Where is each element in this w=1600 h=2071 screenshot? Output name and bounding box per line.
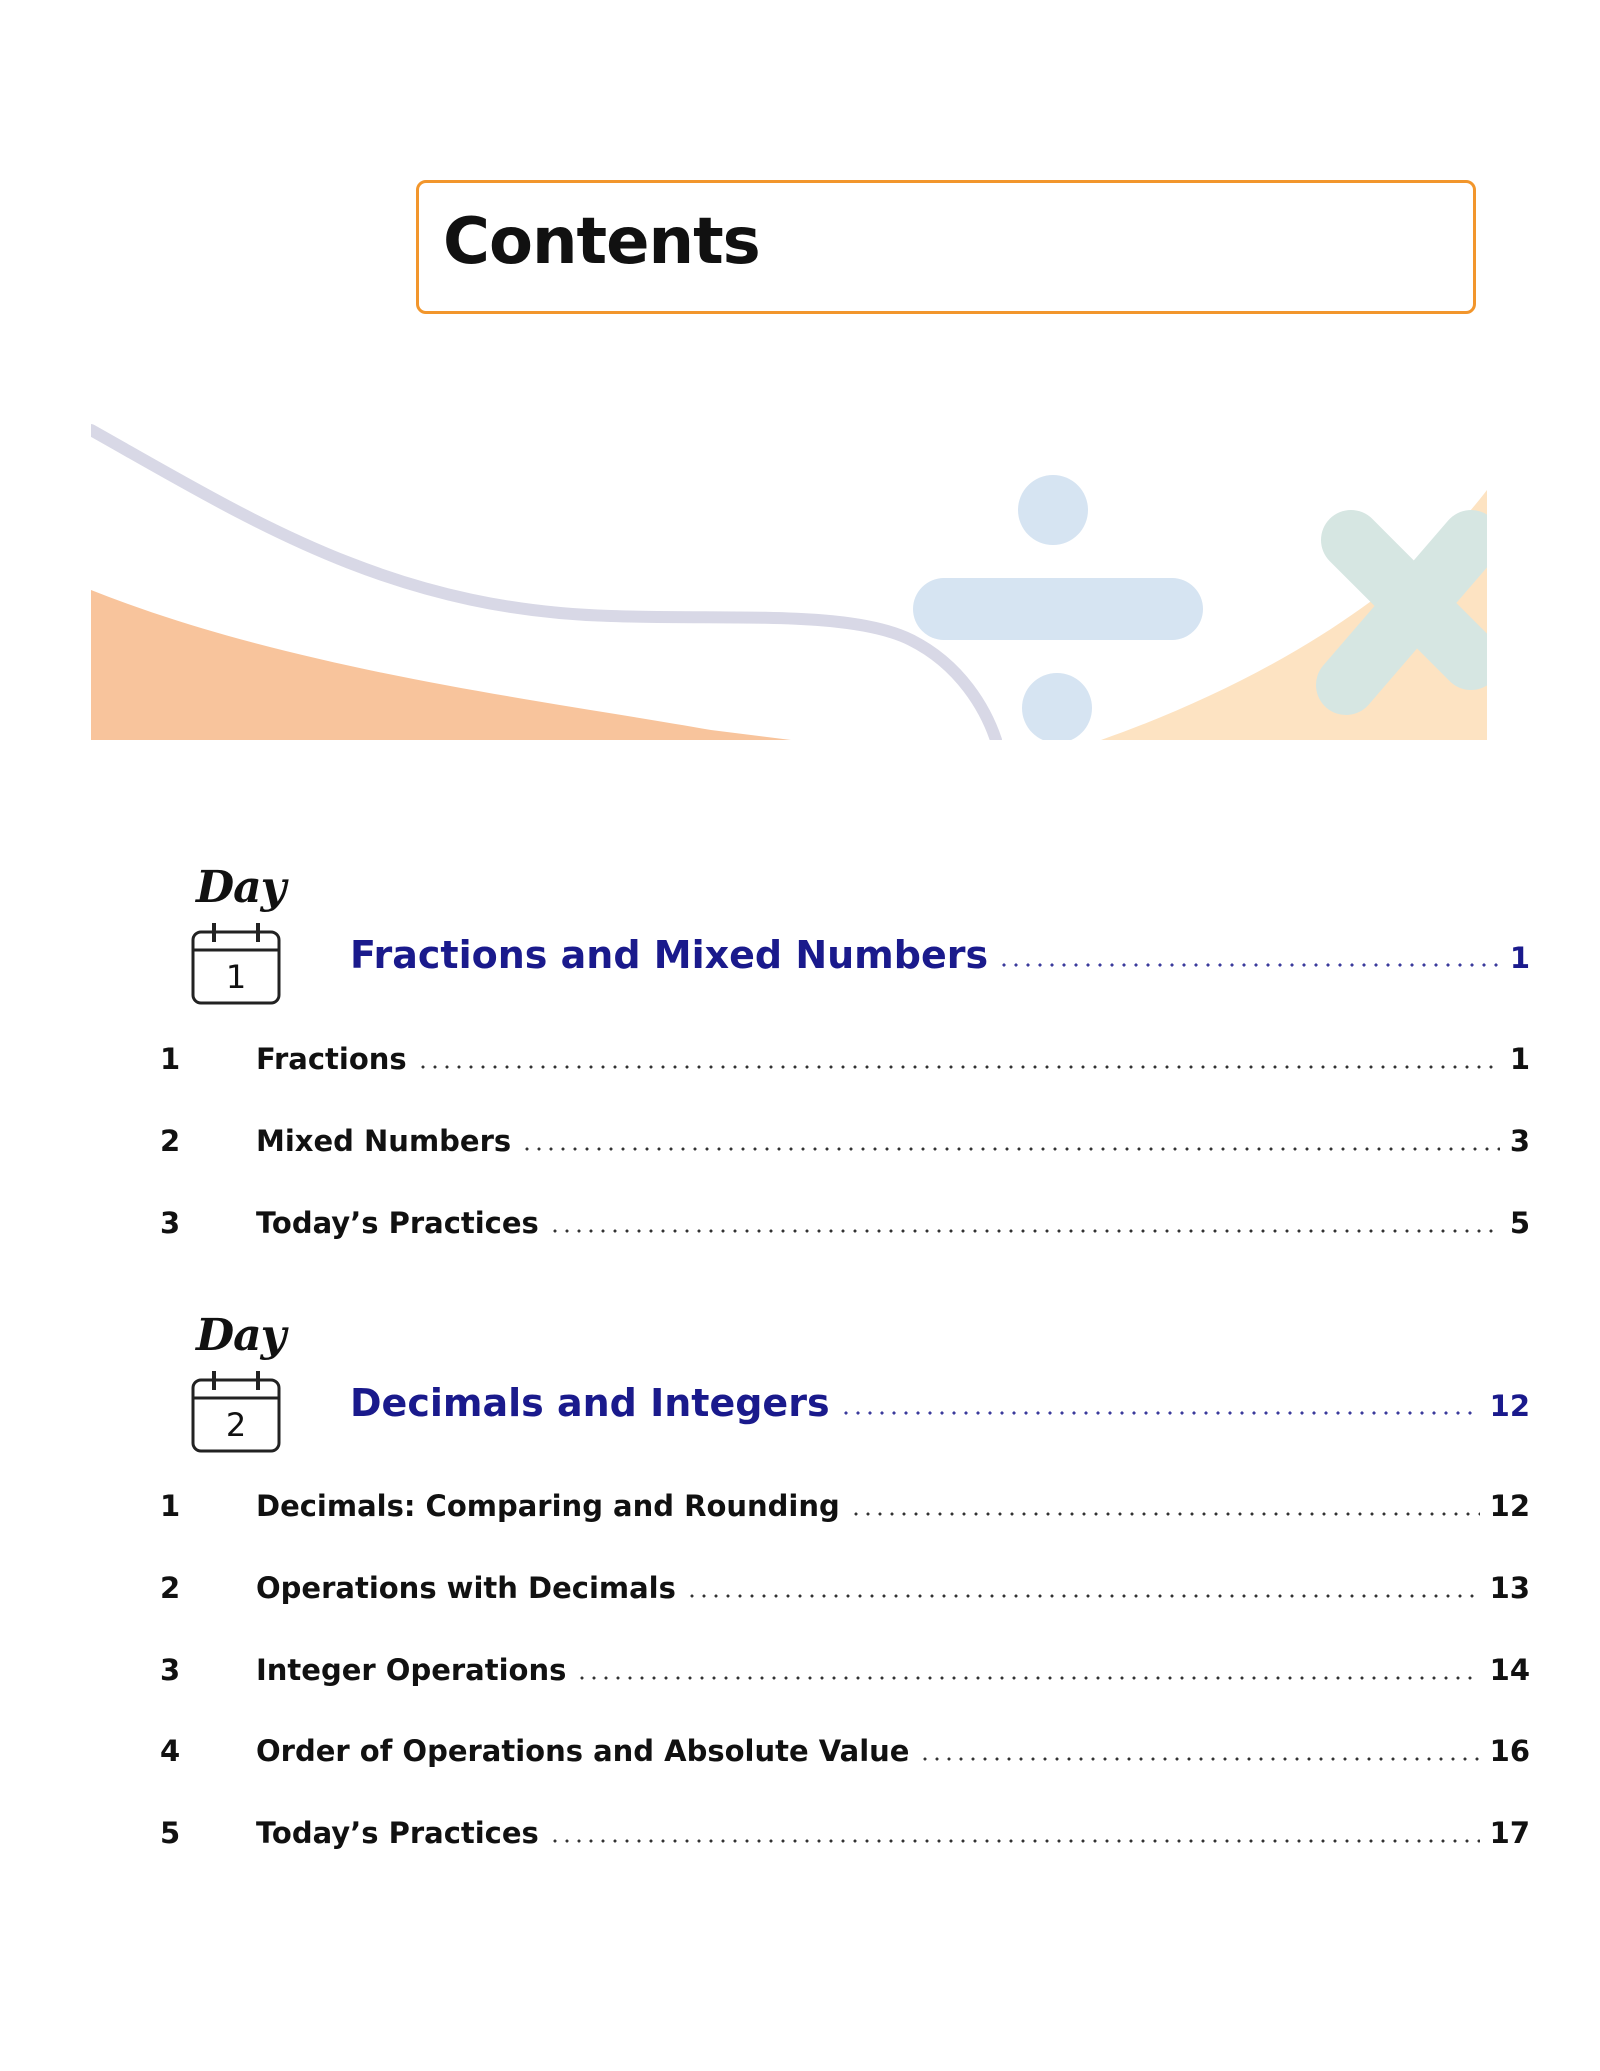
dot-leader	[521, 1147, 1500, 1151]
entry-number: 3	[160, 1206, 181, 1240]
entry-number: 5	[160, 1816, 181, 1850]
entry-page-number: 17	[1489, 1816, 1530, 1850]
entry-page-number: 13	[1489, 1571, 1530, 1605]
entry-number: 1	[160, 1042, 181, 1076]
divide-symbol-icon	[913, 475, 1203, 740]
day-label: Day	[196, 1310, 286, 1361]
section-heading-row[interactable]	[350, 933, 1530, 983]
toc-entry[interactable]	[160, 1571, 1530, 1611]
entry-label: Mixed Numbers	[256, 1124, 512, 1158]
entry-label: Operations with Decimals	[256, 1571, 676, 1605]
entry-label: Decimals: Comparing and Rounding	[256, 1489, 840, 1523]
section-heading-row[interactable]	[350, 1381, 1530, 1431]
toc-entry[interactable]	[160, 1042, 1530, 1082]
day-label: Day	[196, 862, 286, 913]
day-number: 1	[225, 958, 247, 996]
entry-number: 3	[160, 1653, 181, 1687]
entry-number: 2	[160, 1124, 181, 1158]
contents-title-box	[416, 180, 1476, 314]
entry-page-number: 16	[1489, 1734, 1530, 1768]
entry-label: Fractions	[256, 1042, 407, 1076]
dot-leader	[850, 1512, 1480, 1516]
entry-number: 4	[160, 1734, 181, 1768]
entry-label: Integer Operations	[256, 1653, 567, 1687]
dot-leader	[549, 1839, 1480, 1843]
entry-number: 2	[160, 1571, 181, 1605]
entry-page-number: 12	[1489, 1489, 1530, 1523]
entry-page-number: 1	[1509, 1042, 1530, 1076]
day-badge	[178, 1310, 304, 1458]
dot-leader	[686, 1594, 1480, 1598]
dot-leader	[576, 1676, 1479, 1680]
entry-label: Today’s Practices	[256, 1206, 539, 1240]
toc-entry[interactable]	[160, 1653, 1530, 1693]
entry-label: Order of Operations and Absolute Value	[256, 1734, 910, 1768]
section-heading: Fractions and Mixed Numbers	[350, 933, 989, 977]
day-badge	[178, 862, 304, 1010]
entry-label: Today’s Practices	[256, 1816, 539, 1850]
entry-page-number: 5	[1509, 1206, 1530, 1240]
section-page-number: 1	[1509, 941, 1530, 975]
toc-entry[interactable]	[160, 1206, 1530, 1246]
decorative-math-banner	[91, 420, 1487, 740]
dot-leader	[549, 1229, 1500, 1233]
dot-leader	[417, 1065, 1500, 1069]
toc-entry[interactable]	[160, 1734, 1530, 1774]
toc-entry[interactable]	[160, 1489, 1530, 1529]
toc-entry[interactable]	[160, 1816, 1530, 1856]
dot-leader	[998, 963, 1500, 967]
entry-page-number: 3	[1509, 1124, 1530, 1158]
day-number: 2	[225, 1406, 247, 1444]
dot-leader	[840, 1411, 1480, 1415]
toc-entry[interactable]	[160, 1124, 1530, 1164]
entry-number: 1	[160, 1489, 181, 1523]
section-heading: Decimals and Integers	[350, 1381, 830, 1425]
section-page-number: 12	[1489, 1389, 1530, 1423]
page-title: Contents	[443, 205, 760, 279]
entry-page-number: 14	[1489, 1653, 1530, 1687]
dot-leader	[919, 1757, 1479, 1761]
